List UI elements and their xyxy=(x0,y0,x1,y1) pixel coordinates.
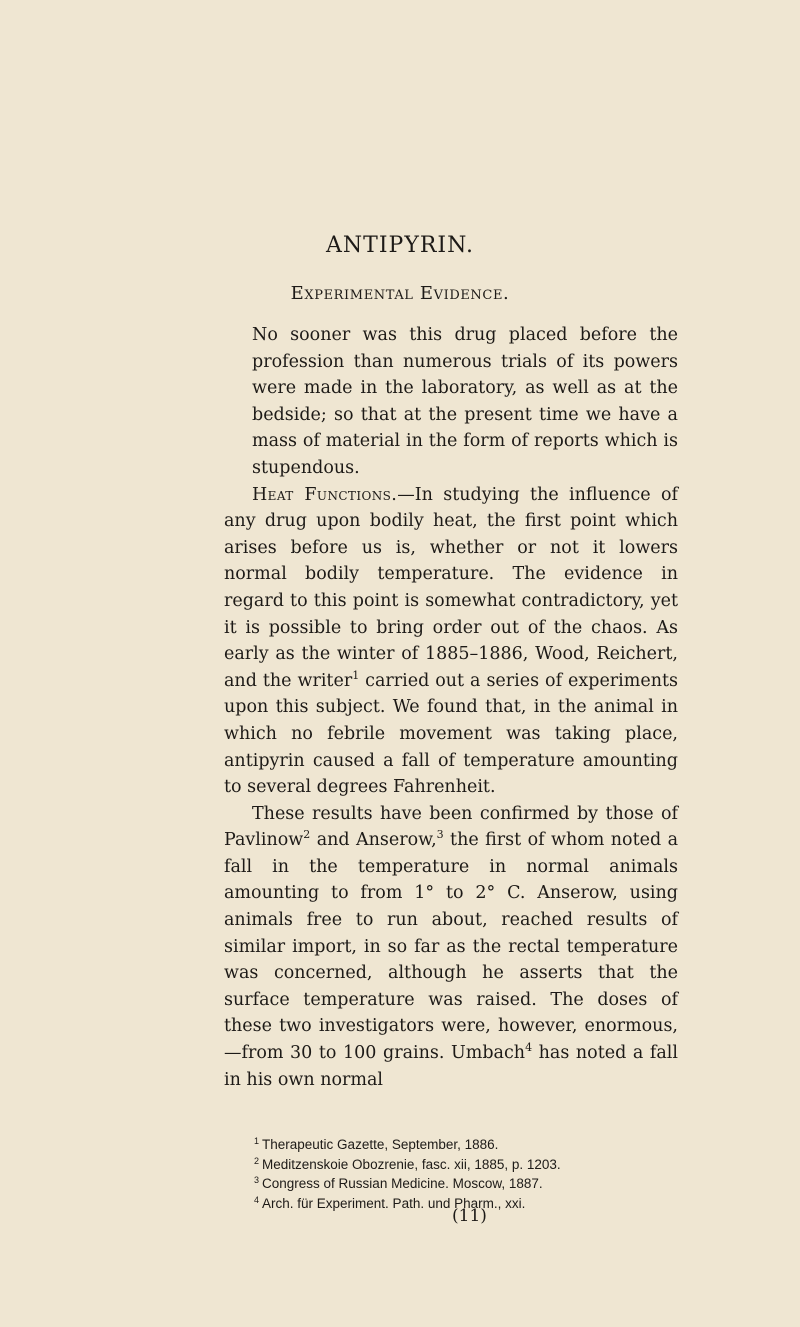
footnote-mark: 3 xyxy=(254,1175,260,1185)
section-heading: Experimental Evidence. xyxy=(290,283,510,304)
footnote xyxy=(254,1156,694,1176)
heat-functions-heading: Heat Functions. xyxy=(252,484,398,505)
paragraph-2-text-b: carried out a series of experiments upon this subject. We found that, in the animal in which no febrile movement was taking place, antipyrin caused a fall of temperature amounting to several degrees Fahrenheit. xyxy=(224,670,679,798)
footnote-text: Arch. für Experiment. Path. und Pharm., xxi. xyxy=(262,1195,526,1211)
paragraph-3-text-d: has noted a fall in his own normal xyxy=(224,1043,678,1090)
paragraph-3-text-b: and Anserow, xyxy=(310,830,437,851)
paragraph-1-text: No sooner was this drug placed before the profession than numerous trials of its powers were made in the laboratory, as well as at the bedside; so that at the present time we have a mass of material in the form of reports which is stupendous. xyxy=(252,325,678,478)
paragraph-3-text-a: These results have been confirmed by those of Pavlinow xyxy=(224,803,678,851)
paragraph-3-text-c: the first of whom noted a fall in the temperature in normal animals amounting to from 1° to 2° C. Anserow, using animals free to run about, reached results of similar import, in so far as the rectal temperature was concerned, although he asserts that the surface temperature was raised. The doses of these two investigators were, however, enormous,—from 30 to 100 grains. Umbach xyxy=(224,830,679,1064)
running-head: ANTIPYRIN. xyxy=(326,233,474,258)
footnote-text: Meditzenskoie Obozrenie, fasc. xii, 1885, p. 1203. xyxy=(262,1156,561,1172)
paragraph-2-text-a: —In studying the influence of any drug upon bodily heat, the first point which arises before us is, whether or not it lowers normal bodily temperature. The evidence in regard to this point is somewhat contradictory, yet it is possible to bring order out of the chaos. As early as the winter of 1885–1886, Wood, Reichert, and the writer xyxy=(224,484,678,691)
paragraph-1 xyxy=(224,322,678,482)
paragraph-2 xyxy=(224,482,678,801)
footnote-mark: 1 xyxy=(254,1136,260,1146)
footnotes xyxy=(254,1136,694,1214)
body-text xyxy=(224,322,678,1093)
footnote-ref-4: 4 xyxy=(525,1041,533,1055)
paragraph-3 xyxy=(224,801,678,1094)
footnote-ref-3: 3 xyxy=(436,828,444,842)
footnote-ref-1: 1 xyxy=(352,668,360,682)
footnote xyxy=(254,1136,694,1156)
footnote xyxy=(254,1175,694,1195)
footnote-mark: 2 xyxy=(254,1155,260,1166)
footnote-ref-2: 2 xyxy=(303,828,311,842)
page-number: (11) xyxy=(452,1206,487,1226)
footnote-mark: 4 xyxy=(254,1194,260,1205)
footnote-text: Therapeutic Gazette, September, 1886. xyxy=(262,1137,499,1152)
footnote-text: Congress of Russian Medicine. Moscow, 1887. xyxy=(262,1176,543,1191)
